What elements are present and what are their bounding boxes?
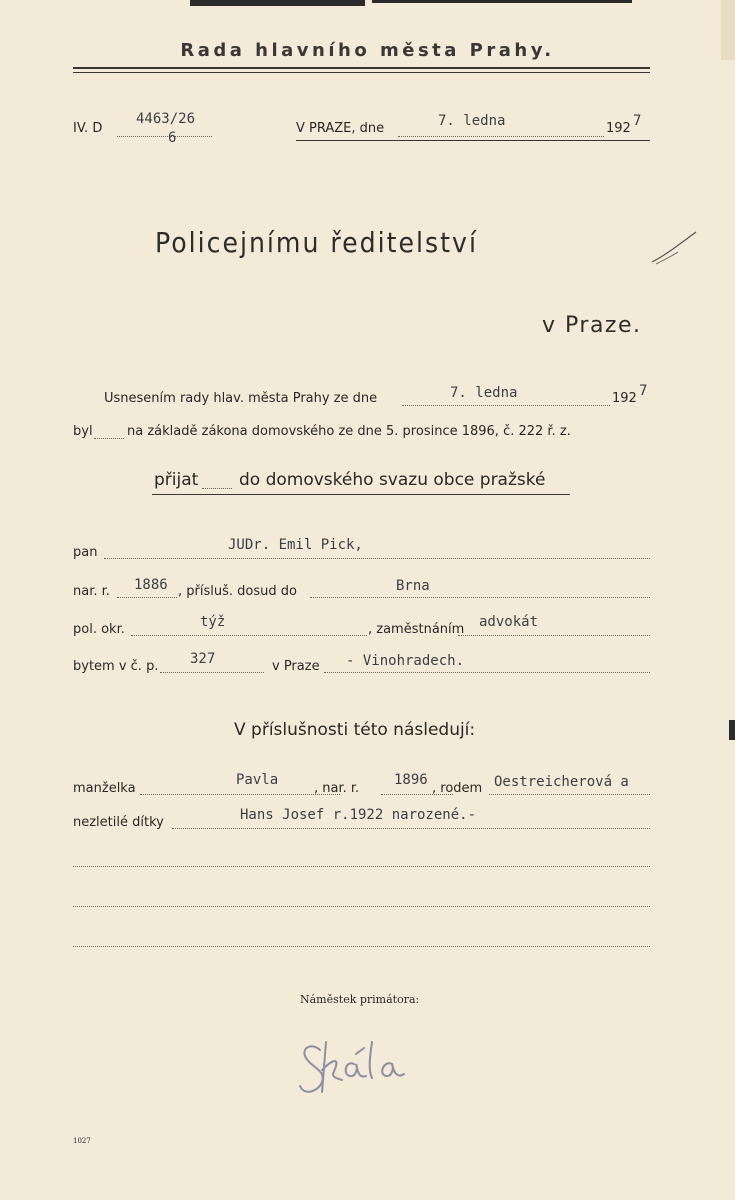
pan-label: pan [73,545,98,560]
form-code: 1027 [73,1137,91,1145]
accepted-underline [152,494,570,495]
resolution-date: 7. ledna [450,385,518,401]
torn-edge [372,0,632,3]
children-value: Hans Josef r.1922 narozené.- [240,807,477,823]
blank-line-1 [73,866,650,867]
wife-label: manželka [73,781,136,796]
dependents-heading: V příslušnosti této následují: [234,720,476,740]
blank-line-3 [73,946,650,947]
wife-name: Pavla [236,772,279,788]
council-title: Rada hlavního města Prahy. [180,40,555,61]
occupation-label: , zaměstnáním [368,622,465,637]
header-rule-thin [73,72,650,73]
district-label: pol. okr. [73,622,125,637]
reference-sub: 6 [168,130,177,146]
resolution-year-prefix: 192 [612,391,637,406]
children-label: nezletilé dítky [73,815,164,830]
accepted-word: přijat [154,470,199,490]
residence-label: bytem v č. p. [73,659,159,674]
date-dots [398,136,604,137]
occupation-value: advokát [479,614,539,630]
accepted-text: do domovského svazu obce pražské [239,470,546,490]
wife-maiden: Oestreicherová a [494,774,629,790]
belongs-place: Brna [396,578,430,594]
law-text: na základě zákona domovského ze dne 5. prosince 1896, č. 222 ř. z. [127,424,571,439]
wife-born-label: , nar. r. [314,781,360,796]
house-number: 327 [190,651,216,667]
addressee-line2: v Praze. [542,313,642,338]
date-underline [296,140,650,141]
pencil-mark [650,228,700,268]
date-value: 7. ledna [438,113,506,129]
accepted-dots [202,488,232,489]
prague-label: v Praze [272,659,320,674]
signature-label: Náměstek primátora: [300,993,420,1006]
resolution-date-dots [402,405,610,406]
born-dots [117,597,177,598]
district-dots [131,635,367,636]
addressee-line1: Policejnímu ředitelství [155,226,478,259]
area-dots [324,672,650,673]
reference-prefix: IV. D [73,121,103,136]
belongs-dots [310,597,650,598]
byl-label: byl [73,424,93,439]
wife-born-year: 1896 [394,772,428,788]
header-rule [73,67,650,69]
byl-dots [94,438,124,439]
district-value: týž [200,614,226,630]
reference-number: 4463/26 [136,111,196,127]
belongs-label: , přísluš. dosud do [178,584,297,599]
reference-dots [117,136,212,137]
born-year: 1886 [134,577,168,593]
person-name: JUDr. Emil Pick, [228,537,363,553]
year-suffix: 7 [633,113,642,129]
wife-maiden-label: , rodem [432,781,483,796]
year-prefix: 192 [606,121,631,136]
blank-line-2 [73,906,650,907]
resolution-text: Usnesením rady hlav. města Prahy ze dne [104,391,378,406]
resolution-year-suffix: 7 [639,383,648,399]
children-dots [172,828,650,829]
wife-dots [140,794,340,795]
place-date-label: V PRAZE, dne [296,121,385,136]
wife-maiden-dots [489,794,650,795]
name-dots [104,558,650,559]
page-edge-shadow [729,720,735,740]
district-area: - Vinohradech. [346,653,465,669]
born-label: nar. r. [73,584,110,599]
occupation-dots [458,635,650,636]
house-dots [160,672,264,673]
handwritten-signature [292,1030,442,1110]
torn-edge [190,0,365,6]
